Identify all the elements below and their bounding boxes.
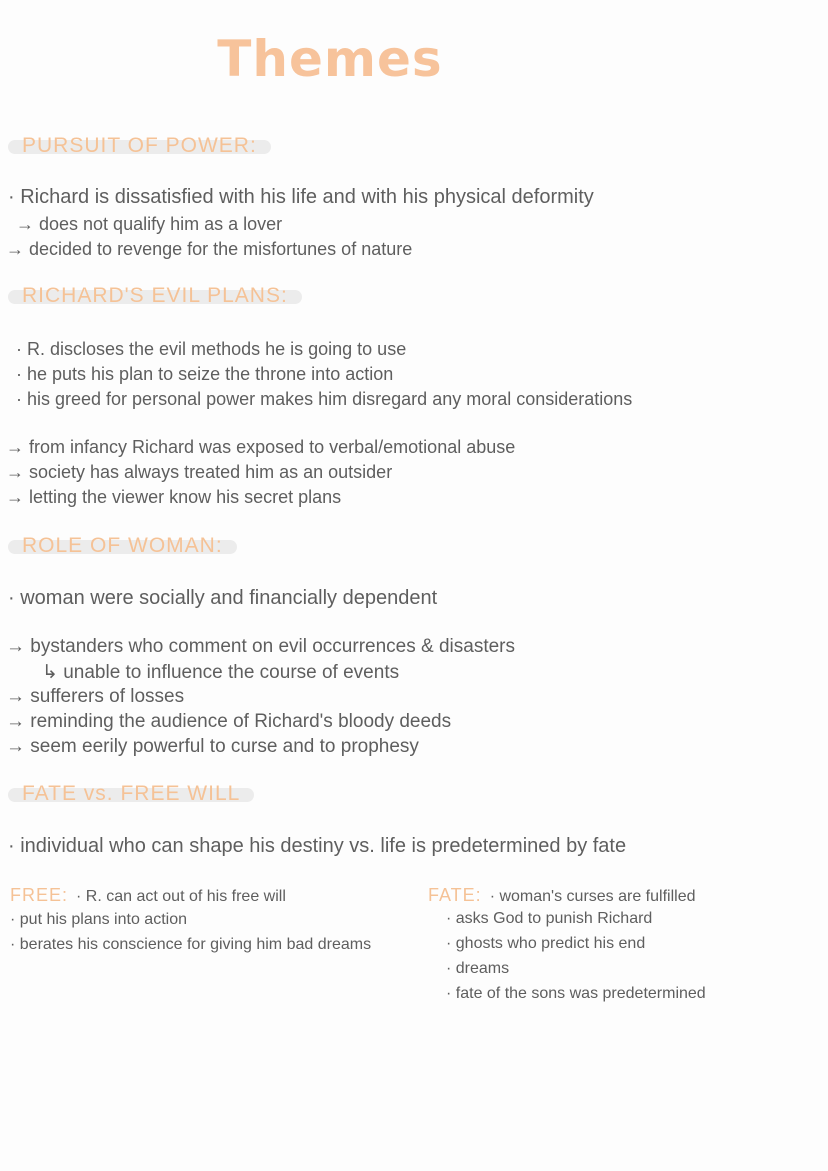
free-line-3: · berates his conscience for giving him bad dreams (10, 936, 372, 953)
evil-line-5: → society has always treated him as an outsider (6, 462, 393, 482)
woman-line-4: → sufferers of losses (6, 686, 185, 707)
fate-line-2: · asks God to punish Richard (446, 910, 653, 927)
evil-line-1: · R. discloses the evil methods he is going to use (16, 339, 407, 359)
page-title: Themes (217, 30, 443, 88)
woman-line-1: · woman were socially and financially dependent (8, 587, 438, 609)
woman-line-6: → seem eerily powerful to curse and to prophesy (6, 736, 419, 757)
heading-fate-vs-free-will: FATE vs. FREE WILL (8, 784, 254, 804)
woman-line-5: → reminding the audience of Richard's bloody deeds (6, 711, 452, 732)
power-line-1: · Richard is dissatisfied with his life and with his physical deformity (8, 186, 594, 208)
fate-line-1 (428, 885, 695, 906)
fate-line-4: · dreams (446, 960, 510, 977)
woman-line-3: ↳ unable to influence the course of events (42, 662, 400, 683)
fate-text-1: · woman's curses are fulfilled (489, 888, 696, 905)
woman-line-2: → bystanders who comment on evil occurrences & disasters (6, 636, 515, 657)
power-line-2: → does not qualify him as a lover (16, 214, 283, 234)
evil-line-3: · his greed for personal power makes him disregard any moral considerations (16, 389, 633, 409)
free-line-1 (10, 885, 286, 906)
free-line-2: · put his plans into action (10, 911, 187, 928)
power-line-3: → decided to revenge for the misfortunes of nature (6, 239, 413, 259)
evil-line-4: → from infancy Richard was exposed to verbal/emotional abuse (6, 437, 516, 457)
heading-evil-plans: RICHARD'S EVIL PLANS: (8, 286, 302, 306)
fate-line-3: · ghosts who predict his end (446, 935, 646, 952)
free-text-1: · R. can act out of his free will (76, 888, 286, 905)
heading-role-of-woman: ROLE OF WOMAN: (8, 536, 237, 556)
fate-intro: · individual who can shape his destiny vs. life is predetermined by fate (8, 835, 627, 857)
evil-line-2: · he puts his plan to seize the throne into action (16, 364, 394, 384)
fate-label: FATE: (428, 885, 482, 905)
free-label: FREE: (10, 885, 69, 905)
evil-line-6: → letting the viewer know his secret plans (6, 487, 342, 507)
heading-pursuit-of-power: PURSUIT OF POWER: (8, 136, 271, 156)
fate-line-5: · fate of the sons was predetermined (446, 985, 706, 1002)
